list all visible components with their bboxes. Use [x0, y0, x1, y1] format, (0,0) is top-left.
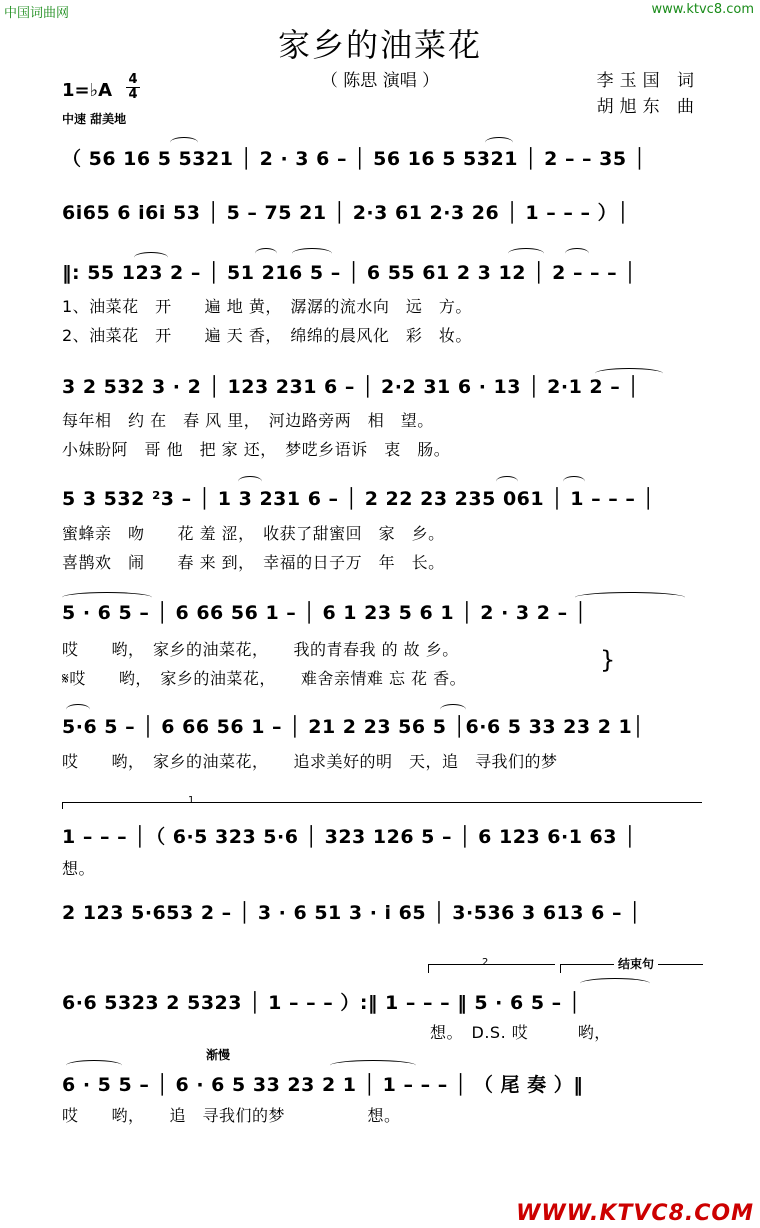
lyric-line-11: 哎 哟， 追 寻我们的梦 想。 — [62, 1106, 401, 1125]
site-url-right[interactable]: www.ktvc8.com — [651, 2, 754, 17]
lyric-line-4-verse-1: 每年相 约 在 春 风 里， 河边路旁两 相 望。 — [62, 411, 434, 430]
volta-number-2: 2 — [482, 957, 489, 968]
slur — [508, 248, 544, 259]
slur — [292, 248, 332, 259]
score-line-3: ‖: 55 123 2 – │ 51 216 5 – │ 6 55 61 2 3 12 │ 2 – – – │ — [62, 262, 637, 284]
repeat-brace: } — [600, 646, 616, 674]
lyric-line-5-verse-1: 蜜蜂亲 吻 花 羞 涩， 收获了甜蜜回 家 乡。 — [62, 524, 445, 543]
score-line-5: 5 3 532 ²3 – │ 1 3 231 6 – │ 2 22 23 235 061 │ 1 – – – │ — [62, 488, 655, 510]
slur — [580, 978, 650, 989]
volta-number-1: 1 — [188, 795, 195, 806]
score-line-1: （ 56 16 5 5321 │ 2 · 3 6 – │ 56 16 5 5321 │ 2 – – 35 │ — [62, 148, 646, 170]
score-line-11: 6 · 5 5 – │ 6 · 6 5 33 23 2 1 │ 1 – – – │ （ 尾 奏 ）‖ — [62, 1074, 584, 1096]
slur — [563, 476, 585, 487]
slur — [238, 476, 262, 487]
score-line-10: 6·6 5323 2 5323 │ 1 – – – ）:‖ 1 – – – ‖ 5 · 6 5 – │ — [62, 992, 581, 1014]
lyric-line-8: 想。 — [62, 859, 96, 878]
lyric-line-3-verse-2: 2、油菜花 开 遍 天 香， 绵绵的晨风化 彩 妆。 — [62, 326, 472, 345]
lyric-line-4-verse-2: 小妹盼阿 哥 他 把 家 还， 梦呓乡语诉 衷 肠。 — [62, 440, 451, 459]
slur — [565, 248, 589, 259]
song-title: 家乡的油菜花 — [277, 26, 482, 64]
lyric-line-6-verse-2: 𝄋哎 哟， 家乡的油菜花， 难舍亲情难 忘 花 香。 — [62, 669, 467, 688]
score-line-8: 1 – – – │（ 6·5 323 5·6 │ 323 126 5 – │ 6 123 6·1 63 │ — [62, 826, 637, 848]
volta-bracket-1-start — [62, 802, 63, 809]
time-signature — [126, 73, 140, 102]
lyric-line-6-verse-1: 哎 哟， 家乡的油菜花， 我的青春我 的 故 乡。 — [62, 640, 459, 659]
slur — [575, 592, 685, 603]
score-line-6: 5 · 6 5 – │ 6 66 56 1 – │ 6 1 23 5 6 1 │ 2 · 3 2 – │ — [62, 602, 587, 624]
lyric-line-10: 想。 D.S. 哎 哟， — [430, 1023, 611, 1042]
volta-bracket-2 — [428, 964, 555, 973]
lyric-line-3-verse-1: 1、油菜花 开 遍 地 黄， 潺潺的流水向 远 方。 — [62, 297, 472, 316]
site-logo-left[interactable]: 中国词曲网 — [4, 6, 70, 21]
singer-credit: （ 陈思 演唱 ） — [320, 71, 440, 91]
tempo-marking: 中速 甜美地 — [62, 112, 127, 126]
ending-label: 结束句 — [614, 955, 658, 972]
volta-bracket-1 — [62, 802, 702, 811]
lyric-line-7: 哎 哟， 家乡的油菜花， 追求美好的明 天，追 寻我们的梦 — [62, 752, 558, 771]
time-signature-top: 4 — [128, 72, 138, 87]
lyric-line-5-verse-2: 喜鹊欢 闹 春 来 到， 幸福的日子万 年 长。 — [62, 553, 445, 572]
score-line-2: 6i65 6 i6i 53 │ 5 – 75 21 │ 2·3 61 2·3 26 │ 1 – – – ）│ — [62, 202, 630, 224]
slur — [66, 704, 90, 715]
score-line-7: 5·6 5 – │ 6 66 56 1 – │ 21 2 23 56 5 │6·6 5 33 23 2 1│ — [62, 716, 645, 738]
slur — [496, 476, 518, 487]
slur — [440, 704, 466, 715]
key-signature: 1=♭A — [62, 80, 113, 101]
time-signature-bottom: 4 — [126, 87, 140, 102]
watermark-logo: WWW.KTVC8.COM — [516, 1201, 754, 1226]
lyricist-credit: 李玉国 词 — [596, 71, 700, 91]
score-line-9: 2 123 5·653 2 – │ 3 · 6 51 3 · i 65 │ 3·536 3 613 6 – │ — [62, 902, 642, 924]
score-line-4: 3 2 532 3 · 2 │ 123 231 6 – │ 2·2 31 6 · 13 │ 2·1 2 – │ — [62, 376, 640, 398]
composer-credit: 胡旭东 曲 — [596, 97, 700, 117]
slur — [255, 248, 277, 259]
tempo-slowing-marking: 渐慢 — [206, 1048, 231, 1062]
